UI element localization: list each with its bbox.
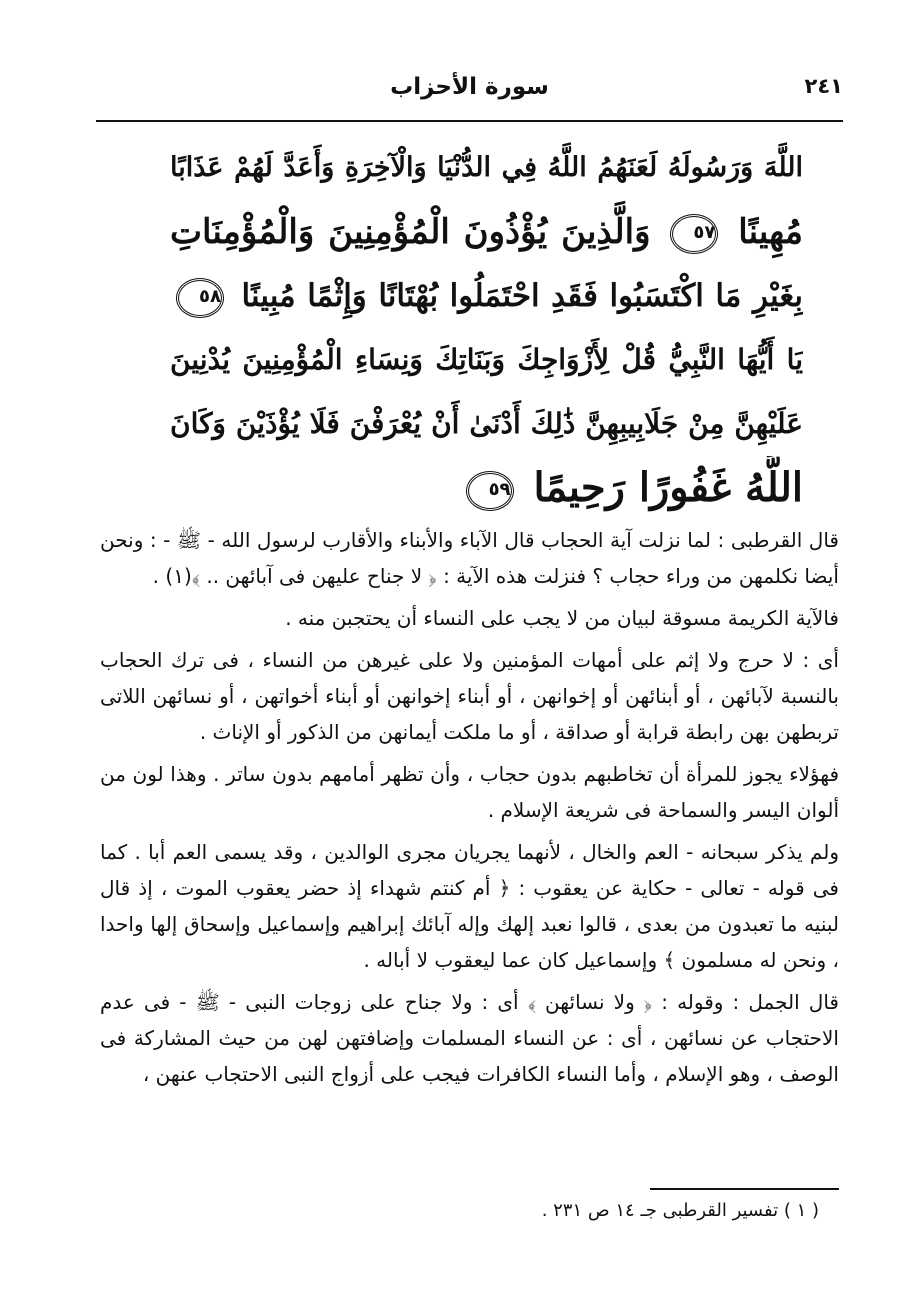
- quran-text: اللَّهَ وَرَسُولَهُ لَعَنَهُمُ اللَّهُ فِي الدُّنْيَا وَالْآخِرَةِ وَأَعَدَّ لَهُمْ عَذَابًا: [170, 152, 803, 183]
- quran-block: [170, 136, 803, 520]
- surah-title: سورة الأحزاب: [390, 74, 549, 100]
- ayah-marker-icon: ٥٧: [670, 214, 718, 254]
- commentary: [100, 522, 839, 1098]
- paragraph: فهؤلاء يجوز للمرأة أن تخاطبهم بدون حجاب ، وأن تظهر أمامهم بدون ساتر . وهذا لون من ألوان اليسر والسماحة فى شريعة الإسلام .: [100, 762, 839, 822]
- header-rule: [96, 120, 843, 122]
- quran-text: اللَّهُ غَفُورًا رَحِيمًا: [533, 464, 803, 511]
- paragraph: أى : لا حرج ولا إثم على أمهات المؤمنين ولا على غيرهن من النساء ، فى ترك الحجاب بالنسبة لآبائهن ، أو أبنائهن أو إخوانهن ، أو أبناء إخوانهن أو أبناء أخواتهن ، أو نسائهن اللاتى تربطهن بهن رابطة قرابة أو صداقة ، أو ما ملكت أيمانهن من الذكور أو الإناث .: [100, 648, 839, 744]
- quran-text: عَلَيْهِنَّ مِنْ جَلَابِيبِهِنَّ ذَٰلِكَ أَدْنَىٰ أَنْ يُعْرَفْنَ فَلَا يُؤْذَيْنَ وَكَانَ: [170, 407, 803, 440]
- quran-text: مُهِينًا: [738, 212, 803, 252]
- ayah-marker-icon: ٥٩: [466, 471, 514, 511]
- ayah-marker-icon: ٥٨: [176, 278, 224, 318]
- footnote-rule: [650, 1188, 839, 1190]
- page-header: [96, 74, 843, 118]
- paragraph: قال القرطبى : لما نزلت آية الحجاب قال الآباء والأبناء والأقارب لرسول الله - ﷺ - : ونحن أيضا نكلمهن من وراء حجاب ؟ فنزلت هذه الآية : ﴿ لا جناح عليهن فى آبائهن .. ﴾(١) .: [100, 528, 839, 588]
- quran-line: [170, 328, 803, 392]
- paragraph: قال الجمل : وقوله : ﴿ ولا نسائهن ﴾ أى : ولا جناح على زوجات النبى - ﷺ - فى عدم الاحتجاب عن نسائهن ، أى : عن النساء المسلمات وإضافتهن لهن من حيث المشاركة فى الوصف ، وهو الإسلام ، وأما النساء الكافرات فيجب على أزواج النبى الاحتجاب عنهن ،: [100, 990, 839, 1086]
- quran-text: يَا أَيُّهَا النَّبِيُّ قُلْ لِأَزْوَاجِكَ وَبَنَاتِكَ وَنِسَاءِ الْمُؤْمِنِينَ يُدْنِينَ: [170, 343, 803, 376]
- page-number: ٢٤١: [804, 74, 843, 98]
- quran-line: [170, 136, 803, 200]
- quran-line: [170, 392, 803, 456]
- footnote: ( ١ ) تفسير القرطبى جـ ١٤ ص ٢٣١ .: [541, 1200, 819, 1221]
- paragraph: فالآية الكريمة مسوقة لبيان من لا يجب على النساء أن يحتجبن منه .: [285, 606, 839, 630]
- quran-line: [170, 456, 803, 520]
- quran-text: بِغَيْرِ مَا اكْتَسَبُوا فَقَدِ احْتَمَلُوا بُهْتَانًا وَإِثْمًا مُبِينًا: [241, 278, 803, 314]
- quran-line: [170, 200, 803, 264]
- quran-line: [170, 264, 803, 328]
- paragraph: ولم يذكر سبحانه - العم والخال ، لأنهما يجريان مجرى الوالدين ، وقد يسمى العم أبا . كما فى قوله - تعالى - حكاية عن يعقوب : ﴿ أم كنتم شهداء إذ حضر يعقوب الموت ، إذ قال لبنيه ما تعبدون من بعدى ، قالوا نعبد إلهك وإله آبائك إبراهيم وإسماعيل وإسحاق إلها واحدا ، ونحن له مسلمون ﴾ وإسماعيل كان عما ليعقوب لا أباله .: [100, 840, 839, 972]
- quran-text: وَالَّذِينَ يُؤْذُونَ الْمُؤْمِنِينَ وَالْمُؤْمِنَاتِ: [170, 212, 651, 252]
